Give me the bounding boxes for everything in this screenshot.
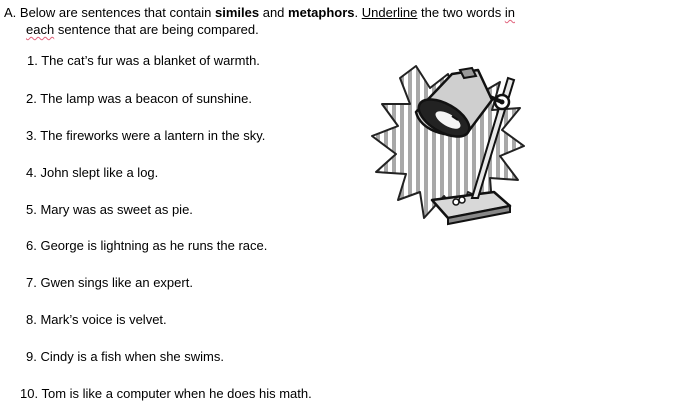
sentence-number: 6. xyxy=(26,238,37,253)
sentence-text: The fireworks were a lantern in the sky. xyxy=(40,128,266,143)
sentence-text: Cindy is a fish when she swims. xyxy=(40,349,224,364)
spellcheck-word-in: in xyxy=(504,5,515,20)
sentence-item xyxy=(26,91,252,107)
sentence-text: Mark’s voice is velvet. xyxy=(40,312,167,327)
sentence-number: 1. xyxy=(27,53,38,68)
sentence-number: 7. xyxy=(26,275,37,290)
sentence-number: 5. xyxy=(26,202,37,217)
sentence-item xyxy=(26,312,167,328)
sentence-item xyxy=(26,128,265,144)
sentence-item xyxy=(26,165,158,181)
instructions-period: . xyxy=(354,5,362,20)
spellcheck-word-each: each xyxy=(26,22,55,37)
instructions-and: and xyxy=(259,5,289,20)
sentence-number: 8. xyxy=(26,312,37,327)
sentence-text: Mary was as sweet as pie. xyxy=(40,202,193,217)
sentence-item xyxy=(26,202,193,218)
sentence-item xyxy=(26,275,193,291)
word-similes: similes xyxy=(215,5,260,20)
desk-lamp-icon xyxy=(368,60,528,228)
sentence-number: 3. xyxy=(26,128,37,143)
sentence-number: 4. xyxy=(26,165,37,180)
word-underline: Underline xyxy=(361,5,418,20)
sentence-item xyxy=(27,53,260,69)
sentence-text: Tom is like a computer when he does his math. xyxy=(41,386,312,401)
sentence-text: Gwen sings like an expert. xyxy=(40,275,193,290)
instructions-paragraph xyxy=(4,4,604,38)
sentence-number: 9. xyxy=(26,349,37,364)
sentence-number: 2. xyxy=(26,91,37,106)
instructions-line-2 xyxy=(4,21,604,38)
sentence-item xyxy=(20,386,312,402)
instructions-prefix: A. Below are sentences that contain xyxy=(4,5,216,20)
sentence-item xyxy=(26,238,267,254)
sentence-text: George is lightning as he runs the race. xyxy=(40,238,268,253)
sentence-text: John slept like a log. xyxy=(40,165,159,180)
sentence-text: The cat’s fur was a blanket of warmth. xyxy=(41,53,260,68)
instructions-middle: the two words xyxy=(417,5,505,20)
instructions-suffix: sentence that are being compared. xyxy=(54,22,259,37)
sentence-text: The lamp was a beacon of sunshine. xyxy=(40,91,252,106)
word-metaphors: metaphors xyxy=(288,5,355,20)
sentence-item xyxy=(26,349,224,365)
sentence-number: 10. xyxy=(20,386,39,401)
